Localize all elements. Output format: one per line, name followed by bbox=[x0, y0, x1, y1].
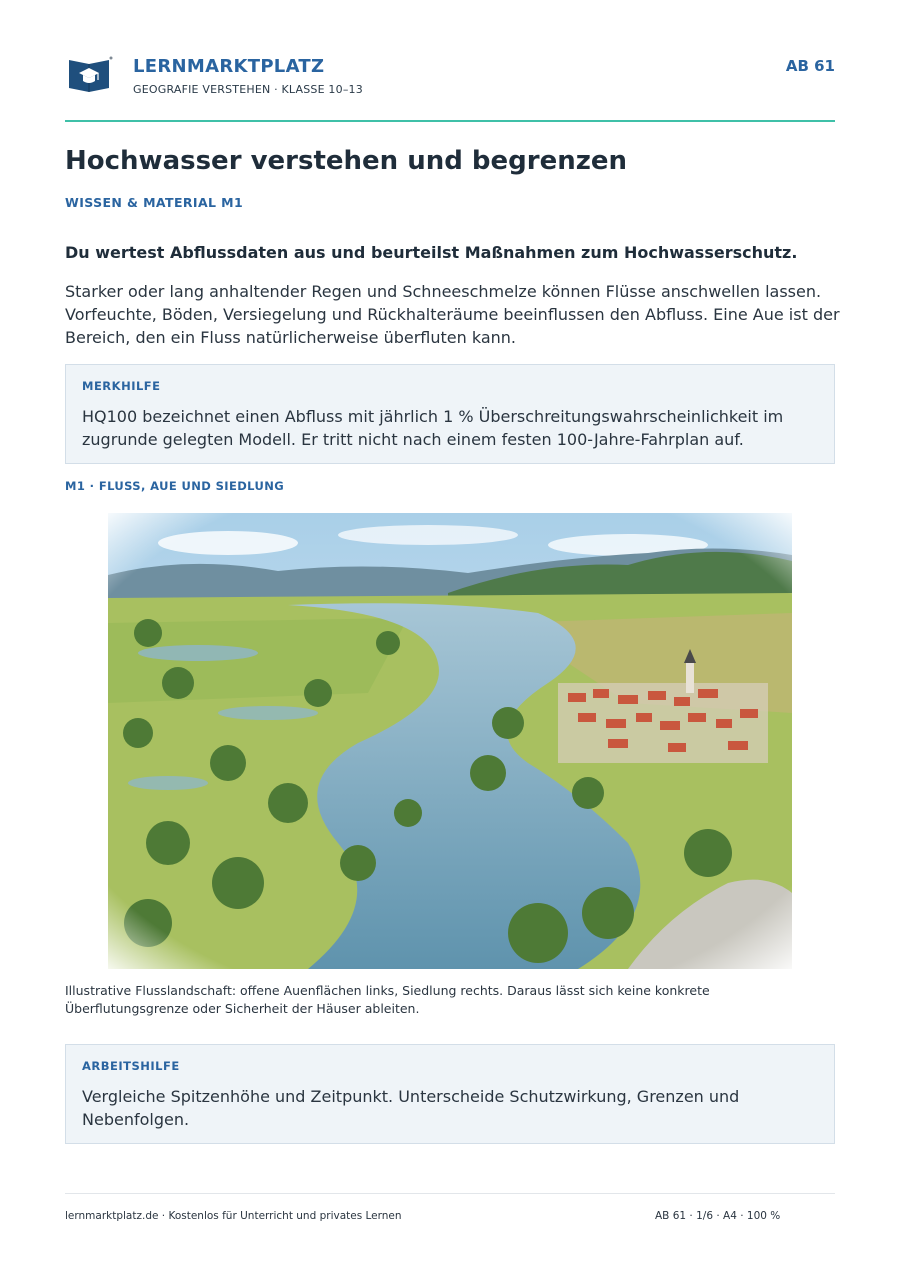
figure-label: M1 · FLUSS, AUE UND SIEDLUNG bbox=[65, 479, 285, 493]
page-title: Hochwasser verstehen und begrenzen bbox=[65, 146, 627, 176]
intro-paragraph: Starker oder lang anhaltender Regen und Schneeschmelze können Flüsse anschwellen lassen. Vorfeuchte, Böden, Versiegelung und Rückhalteräume beeinflussen den Abfluss. Eine Aue ist der Bereich, den ein Fluss natürlicherweise überfluten kann. bbox=[65, 282, 840, 347]
footer-divider bbox=[65, 1193, 835, 1194]
lead-text: Du wertest Abflussdaten aus und beurteilst Maßnahmen zum Hochwasserschutz. bbox=[65, 243, 798, 262]
merkhilfe-title: MERKHILFE bbox=[82, 379, 161, 393]
arbeitshilfe-title: ARBEITSHILFE bbox=[82, 1059, 180, 1073]
arbeitshilfe-text: Vergleiche Spitzenhöhe und Zeitpunkt. Unterscheide Schutzwirkung, Grenzen und Nebenfolgen. bbox=[82, 1087, 740, 1129]
figure-caption: Illustrative Flusslandschaft: offene Auenflächen links, Siedlung rechts. Daraus lässt sich keine konkrete Überflutungsgrenze oder Sicherheit der Häuser ableiten. bbox=[65, 983, 710, 1016]
footer-site-info: lernmarktplatz.de · Kostenlos für Unterricht und privates Lernen bbox=[65, 1210, 402, 1222]
merkhilfe-box bbox=[65, 364, 835, 464]
section-tag: WISSEN & MATERIAL M1 bbox=[65, 195, 244, 210]
river-landscape-illustration bbox=[108, 513, 792, 969]
merkhilfe-text: HQ100 bezeichnet einen Abfluss mit jährlich 1 % Überschreitungswahrscheinlichkeit im zugrunde gelegten Modell. Er tritt nicht nach einem festen 100-Jahre-Fahrplan auf. bbox=[82, 407, 784, 449]
arbeitshilfe-box bbox=[65, 1044, 835, 1144]
graduation-cap-book-icon bbox=[65, 54, 115, 94]
sheet-number: AB 61 bbox=[785, 57, 835, 75]
header-divider bbox=[65, 120, 835, 122]
page-header bbox=[65, 52, 835, 102]
footer-page-info: AB 61 · 1/6 · A4 · 100 % bbox=[655, 1210, 781, 1222]
brand-name: LERNMARKTPLATZ bbox=[133, 56, 325, 77]
brand-subtitle: GEOGRAFIE VERSTEHEN · KLASSE 10–13 bbox=[133, 83, 363, 96]
